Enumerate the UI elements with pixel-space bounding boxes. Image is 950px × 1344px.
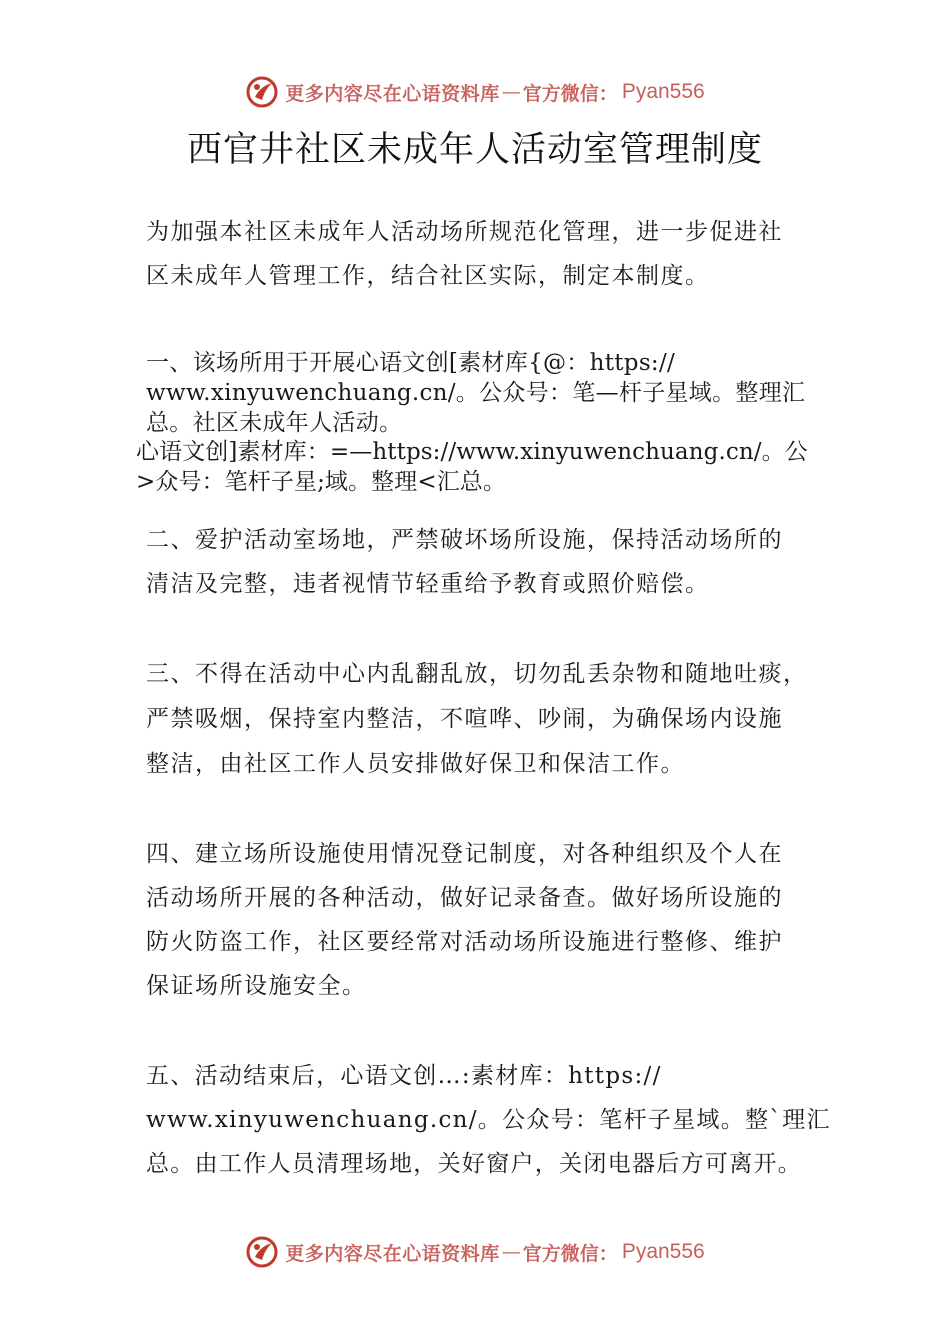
banner-separator: — bbox=[501, 81, 521, 103]
banner-separator: — bbox=[501, 1241, 521, 1263]
brand-logo-icon bbox=[245, 75, 279, 109]
item-5-line: 五、活动结束后，心语文创…:素材库：https:// bbox=[146, 1063, 662, 1089]
banner-contact-label: 官方微信： bbox=[522, 1242, 618, 1265]
item-4-line: 四、建立场所设施使用情况登记制度，对各种组织及个人在 bbox=[146, 841, 783, 867]
item-1-extra-line: 心语文创]素材库：=—https://www.xinyuwenchuang.cn/。公 bbox=[136, 439, 808, 465]
item-1-paragraph bbox=[146, 348, 805, 438]
brand-logo-icon bbox=[245, 1235, 279, 1269]
document-title: 西官井社区未成年人活动室管理制度 bbox=[186, 130, 763, 170]
item-4-paragraph bbox=[146, 832, 783, 1008]
item-2-line: 二、爱护活动室场地，严禁破坏场所设施，保持活动场所的 bbox=[146, 527, 783, 553]
banner-text: 更多内容尽在心语资料库 bbox=[285, 1242, 500, 1265]
intro-line: 区未成年人管理工作，结合社区实际，制定本制度。 bbox=[146, 263, 710, 289]
item-4-line: 保证场所设施安全。 bbox=[146, 973, 367, 999]
item-2-paragraph bbox=[146, 518, 783, 606]
item-5-paragraph bbox=[146, 1054, 831, 1186]
item-1-line: www.xinyuwenchuang.cn/。公众号：笔—杆子星域。整理汇 bbox=[146, 380, 806, 406]
item-1-extra-paragraph bbox=[136, 437, 808, 497]
item-2-line: 清洁及完整，违者视情节轻重给予教育或照价赔偿。 bbox=[146, 571, 710, 597]
item-5-line: 总。由工作人员清理场地，关好窗户，关闭电器后方可离开。 bbox=[146, 1151, 803, 1177]
banner-text: 更多内容尽在心语资料库 bbox=[285, 82, 500, 105]
banner-contact-id: Pyan556 bbox=[621, 80, 705, 103]
intro-line: 为加强本社区未成年人活动场所规范化管理，进一步促进社 bbox=[146, 219, 783, 245]
header-banner bbox=[0, 70, 950, 114]
banner-contact-id: Pyan556 bbox=[621, 1240, 705, 1263]
item-4-line: 防火防盗工作，社区要经常对活动场所设施进行整修、维护 bbox=[146, 929, 783, 955]
item-5-line: www.xinyuwenchuang.cn/。公众号：笔杆子星域。整`理汇 bbox=[146, 1107, 831, 1133]
banner-contact-label: 官方微信： bbox=[522, 82, 618, 105]
item-1-line: 一、该场所用于开展心语文创[素材库{@：https:// bbox=[146, 350, 676, 376]
item-3-paragraph bbox=[146, 652, 808, 787]
item-1-extra-line: >众号：笔杆子星;域。整理<汇总。 bbox=[136, 469, 506, 495]
intro-paragraph bbox=[146, 210, 783, 298]
item-3-line: 严禁吸烟，保持室内整洁，不喧哗、吵闹，为确保场内设施 bbox=[146, 706, 783, 732]
item-4-line: 活动场所开展的各种活动，做好记录备查。做好场所设施的 bbox=[146, 885, 783, 911]
item-3-line: 三、不得在活动中心内乱翻乱放，切勿乱丢杂物和随地吐痰， bbox=[146, 661, 808, 687]
item-3-line: 整洁，由社区工作人员安排做好保卫和保洁工作。 bbox=[146, 751, 685, 777]
item-1-line: 总。社区未成年人活动。 bbox=[146, 410, 403, 436]
footer-banner bbox=[0, 1230, 950, 1274]
